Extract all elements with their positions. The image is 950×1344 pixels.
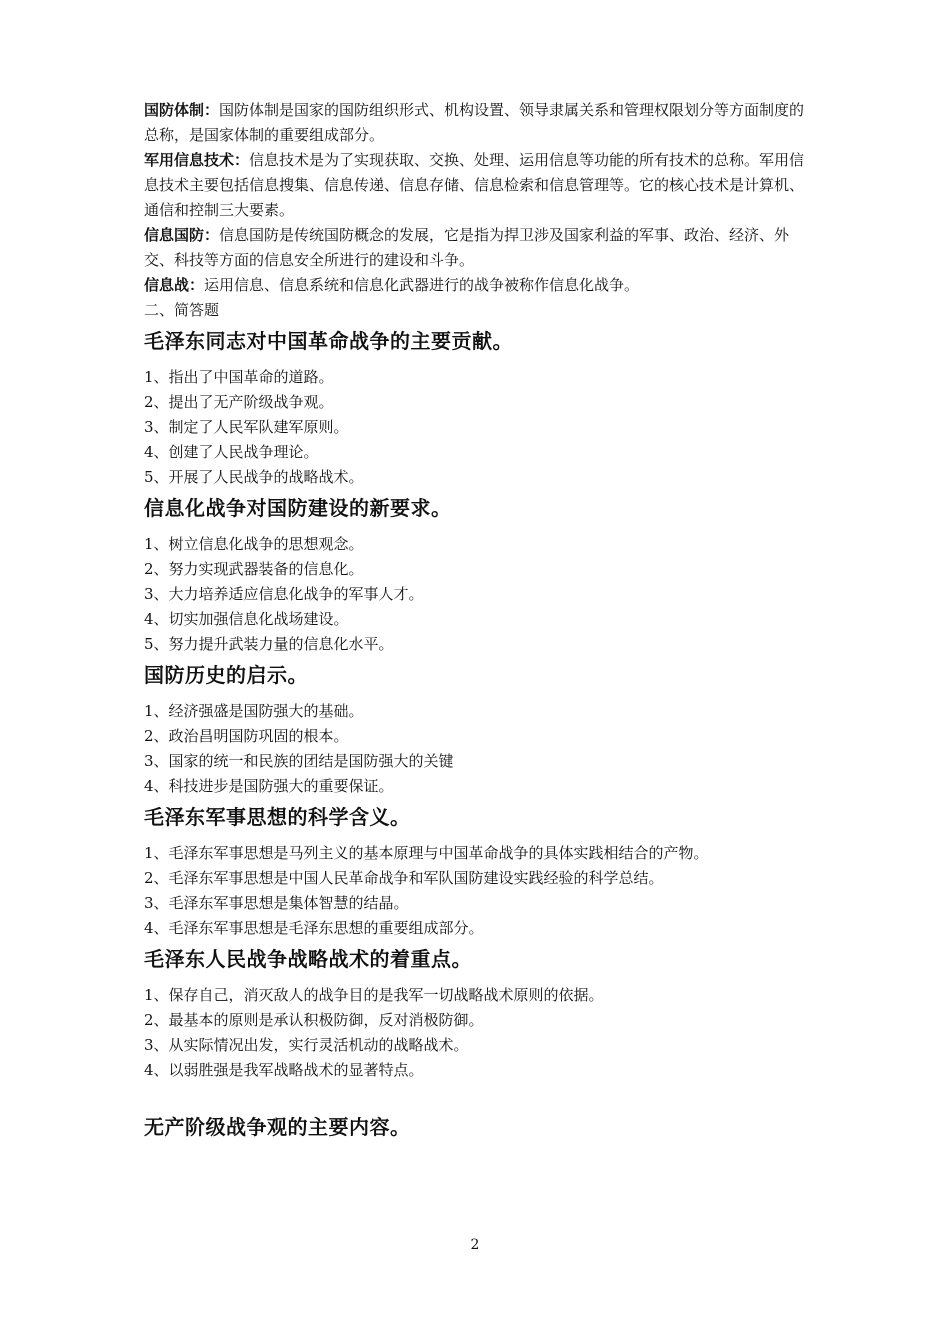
section-label: 二、简答题 <box>144 301 220 319</box>
definition-term: 军用信息技术： <box>144 151 250 169</box>
answer-item: 3、制定了人民军队建军原则。 <box>144 418 349 436</box>
definition-text: 信息技术是为了实现获取、交换、处理、运用信息等功能的所有技术的总称。军用信息技术主要包括信息搜集、信息传递、信息存储、信息检索和信息管理等。它的核心技术是计算机、通信和控制三大要素。 <box>144 151 805 219</box>
answer-item: 3、国家的统一和民族的团结是国防强大的关键 <box>144 752 454 770</box>
definition-text: 运用信息、信息系统和信息化武器进行的战争被称作信息化战争。 <box>204 276 640 294</box>
page-content <box>144 98 814 1151</box>
answer-list <box>144 532 814 657</box>
answer-item: 1、毛泽东军事思想是马列主义的基本原理与中国革命战争的具体实践相结合的产物。 <box>144 844 709 862</box>
question-heading: 信息化战争对国防建设的新要求。 <box>144 496 452 520</box>
definition-paragraph <box>144 273 814 298</box>
question-block <box>144 327 814 490</box>
answer-item: 3、从实际情况出发，实行灵活机动的战略战术。 <box>144 1036 469 1054</box>
question-heading: 毛泽东同志对中国革命战争的主要贡献。 <box>144 329 513 353</box>
question-block <box>144 1113 814 1141</box>
answer-item: 4、创建了人民战争理论。 <box>144 443 319 461</box>
definition-term: 信息国防： <box>144 226 220 244</box>
answer-item: 1、经济强盛是国防强大的基础。 <box>144 702 364 720</box>
answer-item: 2、提出了无产阶级战争观。 <box>144 393 334 411</box>
answer-item: 4、切实加强信息化战场建设。 <box>144 610 349 628</box>
definition-paragraph <box>144 148 814 223</box>
definition-text: 国防体制是国家的国防组织形式、机构设置、领导隶属关系和管理权限划分等方面制度的总称，是国家体制的重要组成部分。 <box>144 101 805 144</box>
answer-item: 4、科技进步是国防强大的重要保证。 <box>144 777 394 795</box>
definition-term: 国防体制： <box>144 101 220 119</box>
question-heading: 毛泽东军事思想的科学含义。 <box>144 805 411 829</box>
answer-item: 5、开展了人民战争的战略战术。 <box>144 468 364 486</box>
question-block <box>144 494 814 657</box>
question-block <box>144 803 814 941</box>
answer-item: 4、毛泽东军事思想是毛泽东思想的重要组成部分。 <box>144 919 484 937</box>
question-block <box>144 945 814 1083</box>
answer-item: 1、保存自己，消灭敌人的战争目的是我军一切战略战术原则的依据。 <box>144 986 604 1004</box>
answer-item: 2、毛泽东军事思想是中国人民革命战争和军队国防建设实践经验的科学总结。 <box>144 869 664 887</box>
answer-list <box>144 365 814 490</box>
answer-item: 5、努力提升武装力量的信息化水平。 <box>144 635 394 653</box>
definition-paragraph <box>144 98 814 148</box>
definition-text: 信息国防是传统国防概念的发展，它是指为捍卫涉及国家利益的军事、政治、经济、外交、科技等方面的信息安全所进行的建设和斗争。 <box>144 226 790 269</box>
question-heading: 国防历史的启示。 <box>144 663 308 687</box>
answer-item: 4、以弱胜强是我军战略战术的显著特点。 <box>144 1061 424 1079</box>
answer-item: 2、最基本的原则是承认积极防御，反对消极防御。 <box>144 1011 484 1029</box>
answer-item: 1、指出了中国革命的道路。 <box>144 368 334 386</box>
definitions-section <box>144 98 814 298</box>
answer-item: 2、政治昌明国防巩固的根本。 <box>144 727 349 745</box>
definition-paragraph <box>144 223 814 273</box>
answer-item: 3、毛泽东军事思想是集体智慧的结晶。 <box>144 894 409 912</box>
page-number: 2 <box>470 1237 480 1253</box>
question-block <box>144 661 814 799</box>
answer-list <box>144 983 814 1083</box>
answer-list <box>144 699 814 799</box>
answer-item: 1、树立信息化战争的思想观念。 <box>144 535 364 553</box>
question-heading: 无产阶级战争观的主要内容。 <box>144 1115 411 1139</box>
definition-term: 信息战： <box>144 276 205 294</box>
answer-item: 3、大力培养适应信息化战争的军事人才。 <box>144 585 424 603</box>
answer-list <box>144 841 814 941</box>
answer-item: 2、努力实现武器装备的信息化。 <box>144 560 364 578</box>
question-heading: 毛泽东人民战争战略战术的着重点。 <box>144 947 472 971</box>
